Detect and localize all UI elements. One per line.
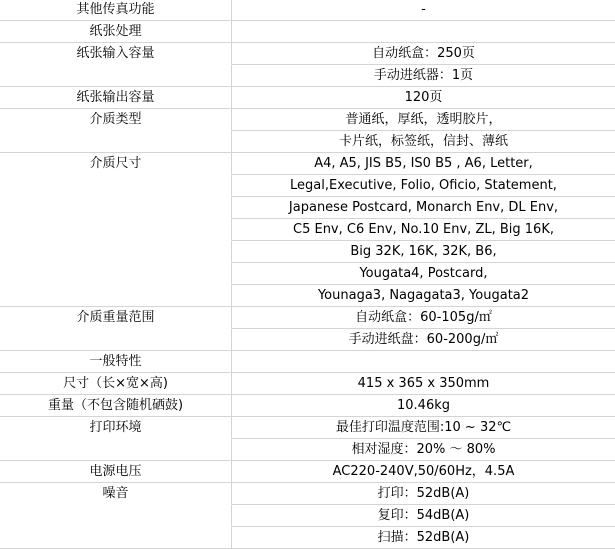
spec-value-cell[interactable]: Legal,Executive, Folio, Oficio, Statement, — [232, 175, 615, 197]
table-row — [0, 109, 615, 131]
table-row — [0, 263, 615, 285]
table-row — [0, 175, 615, 197]
spec-label-cell[interactable]: 打印环境 — [0, 417, 232, 439]
table-row — [0, 439, 615, 461]
spec-value-cell[interactable]: A4, A5, JIS B5, IS0 B5 , A6, Letter, — [232, 153, 615, 175]
spec-label-cell[interactable] — [0, 241, 232, 263]
spec-label-cell[interactable] — [0, 263, 232, 285]
spec-label-cell[interactable]: 其他传真功能 — [0, 0, 232, 21]
spec-value-cell[interactable]: 手动进纸器：1页 — [232, 65, 615, 87]
table-row — [0, 131, 615, 153]
table-row — [0, 395, 615, 417]
table-row — [0, 329, 615, 351]
spec-value-cell[interactable]: - — [232, 0, 615, 21]
spec-label-cell[interactable]: 介质重量范围 — [0, 307, 232, 329]
spec-label-cell[interactable]: 一般特性 — [0, 351, 232, 373]
spec-value-cell[interactable]: 最佳打印温度范围:10 ~ 32℃ — [232, 417, 615, 439]
spec-value-cell[interactable]: Big 32K, 16K, 32K, B6, — [232, 241, 615, 263]
spec-value-cell[interactable] — [232, 351, 615, 373]
spec-label-cell[interactable] — [0, 329, 232, 351]
table-row — [0, 43, 615, 65]
spec-label-cell[interactable] — [0, 285, 232, 307]
table-row — [0, 197, 615, 219]
spec-value-cell[interactable]: Younaga3, Nagagata3, Yougata2 — [232, 285, 615, 307]
spec-label-cell[interactable]: 纸张输出容量 — [0, 87, 232, 109]
spec-label-cell[interactable]: 电源电压 — [0, 461, 232, 483]
table-row — [0, 417, 615, 439]
spec-label-cell[interactable] — [0, 197, 232, 219]
spec-value-cell[interactable] — [232, 21, 615, 43]
spec-value-cell[interactable]: 120页 — [232, 87, 615, 109]
spec-value-cell[interactable]: Yougata4, Postcard, — [232, 263, 615, 285]
spec-value-cell[interactable]: 手动进纸盘：60-200g/㎡ — [232, 329, 615, 351]
table-row — [0, 527, 615, 549]
table-row — [0, 219, 615, 241]
spec-label-cell[interactable] — [0, 527, 232, 549]
spec-value-cell[interactable]: AC220-240V,50/60Hz，4.5A — [232, 461, 615, 483]
spec-label-cell[interactable] — [0, 65, 232, 87]
spec-label-cell[interactable]: 纸张输入容量 — [0, 43, 232, 65]
table-row — [0, 373, 615, 395]
table-row — [0, 241, 615, 263]
spec-label-cell[interactable]: 纸张处理 — [0, 21, 232, 43]
spec-label-cell[interactable] — [0, 131, 232, 153]
table-row — [0, 351, 615, 373]
spec-value-cell[interactable]: 复印：54dB(A) — [232, 505, 615, 527]
spec-label-cell[interactable] — [0, 439, 232, 461]
spec-value-cell[interactable]: 普通纸，厚纸，透明胶片， — [232, 109, 615, 131]
spec-label-cell[interactable] — [0, 219, 232, 241]
table-row — [0, 307, 615, 329]
table-row — [0, 65, 615, 87]
spec-value-cell[interactable]: 10.46kg — [232, 395, 615, 417]
spec-value-cell[interactable]: 打印：52dB(A) — [232, 483, 615, 505]
table-row — [0, 21, 615, 43]
table-row — [0, 285, 615, 307]
spec-value-cell[interactable]: 卡片纸，标签纸，信封、薄纸 — [232, 131, 615, 153]
spec-value-cell[interactable]: C5 Env, C6 Env, No.10 Env, ZL, Big 16K, — [232, 219, 615, 241]
spec-value-cell[interactable]: 自动纸盒：250页 — [232, 43, 615, 65]
table-row — [0, 483, 615, 505]
spec-value-cell[interactable]: 415 x 365 x 350mm — [232, 373, 615, 395]
table-row — [0, 461, 615, 483]
table-row — [0, 87, 615, 109]
spec-label-cell[interactable] — [0, 505, 232, 527]
spec-label-cell[interactable]: 重量（不包含随机硒鼓) — [0, 395, 232, 417]
table-row — [0, 505, 615, 527]
table-row — [0, 153, 615, 175]
spec-value-cell[interactable]: 相对湿度：20% ～ 80% — [232, 439, 615, 461]
spec-value-cell[interactable]: 自动纸盒：60-105g/㎡ — [232, 307, 615, 329]
spec-value-cell[interactable]: 扫描：52dB(A) — [232, 527, 615, 549]
spec-label-cell[interactable] — [0, 175, 232, 197]
spec-label-cell[interactable]: 介质尺寸 — [0, 153, 232, 175]
table-row — [0, 0, 615, 21]
spec-label-cell[interactable]: 噪音 — [0, 483, 232, 505]
spec-label-cell[interactable]: 尺寸（长×宽×高) — [0, 373, 232, 395]
spec-value-cell[interactable]: Japanese Postcard, Monarch Env, DL Env, — [232, 197, 615, 219]
spec-label-cell[interactable]: 介质类型 — [0, 109, 232, 131]
